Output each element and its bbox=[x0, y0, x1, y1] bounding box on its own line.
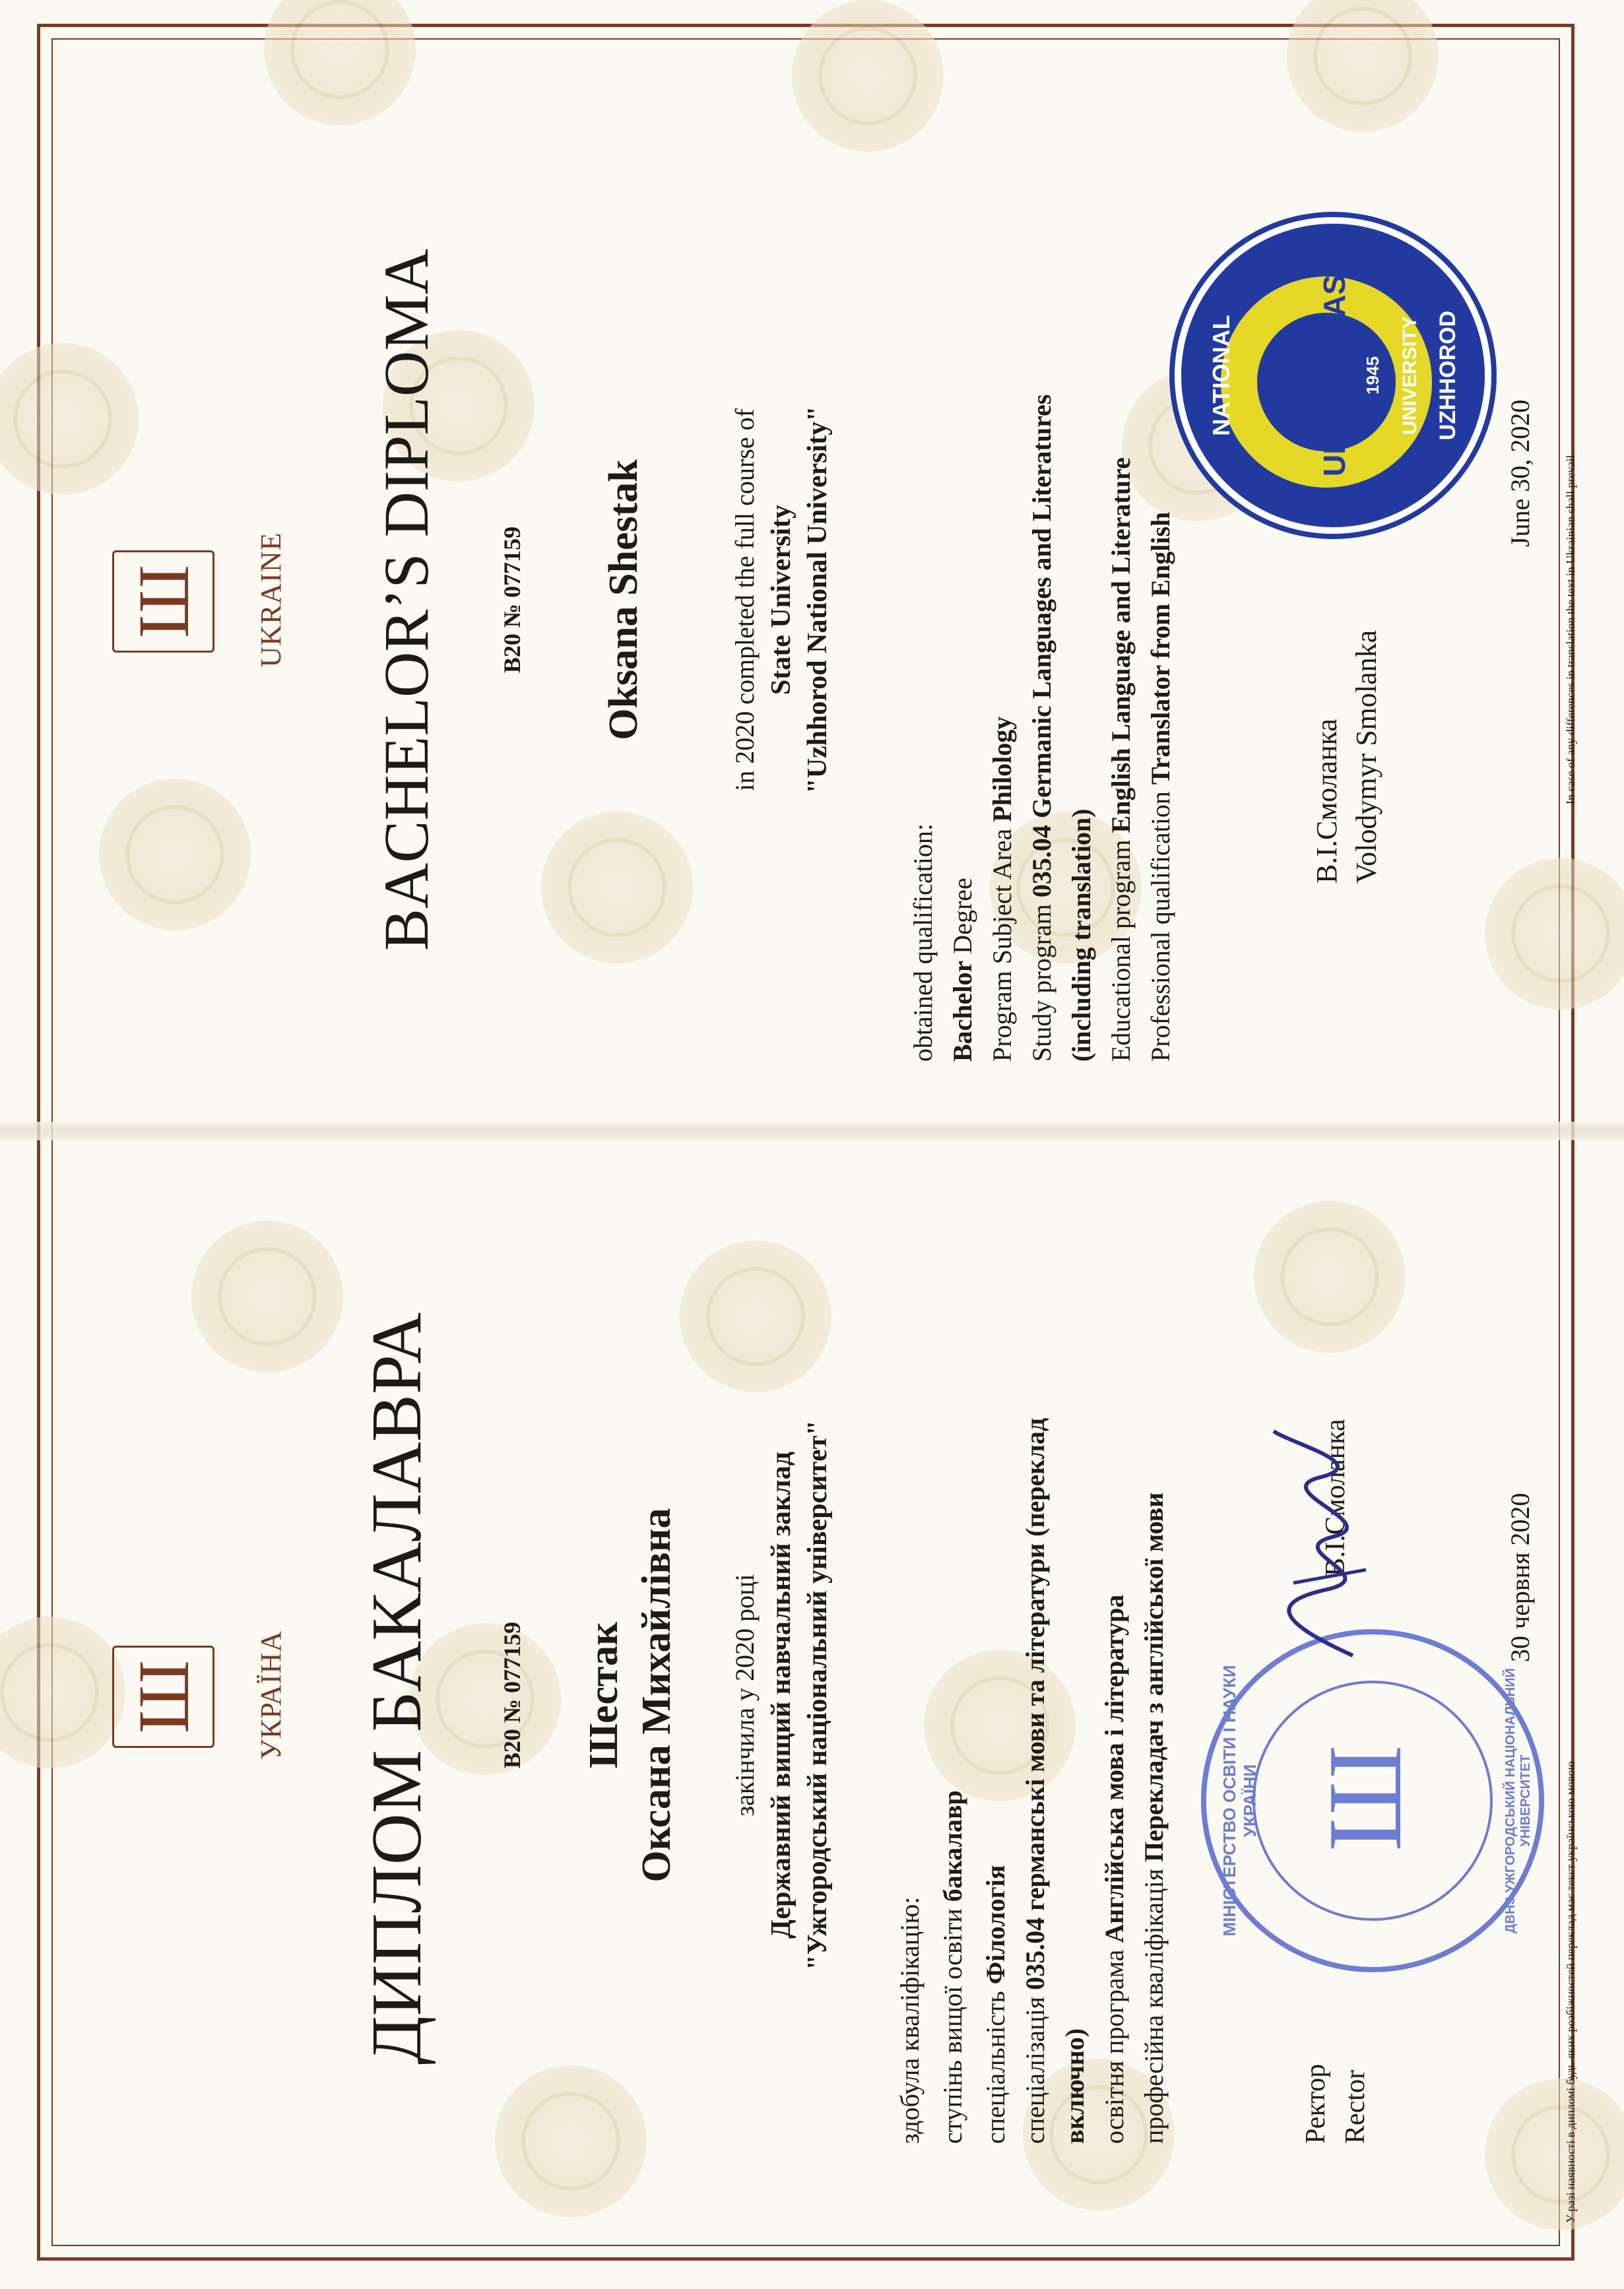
ua-program-row bbox=[1099, 1595, 1130, 2144]
university-seal-icon bbox=[1175, 217, 1491, 534]
signature-icon bbox=[1254, 1425, 1373, 1662]
seal-bottom: UZHHOROD bbox=[1435, 310, 1460, 441]
ua-surname: Шестак bbox=[581, 1622, 626, 1768]
ua-institution-1: Державний вищий навчальний заклад bbox=[766, 1452, 796, 1939]
ua-footnote: У разі наявності в дипломі будь-яких розбіжностей переклад має текст українською мовою bbox=[1564, 1761, 1577, 2223]
ua-specialty-row bbox=[980, 1865, 1011, 2144]
ua-specialization-row bbox=[1020, 1418, 1051, 2144]
ua-specialization-label: спеціалізація bbox=[1020, 1996, 1050, 2144]
en-footnote: In case of any differences in translation the text in Ukrainian shall prevail bbox=[1564, 455, 1577, 804]
ua-number: B20 № 077159 bbox=[499, 1621, 525, 1769]
en-area-value: Philology bbox=[987, 716, 1017, 822]
en-area-label: Program Subject Area bbox=[987, 828, 1017, 1062]
seal-year: 1945 bbox=[1363, 356, 1382, 395]
official-stamp-icon bbox=[1201, 1629, 1544, 1972]
en-prof-row bbox=[1145, 512, 1176, 1062]
en-date: June 30, 2020 bbox=[1505, 399, 1535, 547]
ua-specialty-label: спеціальність bbox=[981, 1991, 1010, 2144]
en-area-row bbox=[987, 717, 1018, 1062]
trident-coat-of-arms-icon: Ш bbox=[112, 1646, 214, 1748]
en-prof-label: Professional qualification bbox=[1146, 791, 1175, 1062]
ua-degree-row bbox=[937, 1790, 968, 2144]
en-edu-row bbox=[1105, 457, 1136, 1062]
ua-obtained: здобула кваліфікацію: bbox=[895, 1896, 925, 2144]
ua-rector-1: Ректор bbox=[1301, 2063, 1331, 2144]
en-degree-row bbox=[947, 878, 978, 1062]
ua-country: УКРАЇНА bbox=[255, 1630, 287, 1760]
en-country: UKRAINE bbox=[255, 532, 287, 668]
en-obtained: obtained qualification: bbox=[908, 823, 938, 1062]
ua-title: ДИПЛОМ БАКАЛАВРА bbox=[358, 1312, 436, 2065]
seal-top: NATIONAL bbox=[1208, 315, 1235, 436]
en-degree-label: Degree bbox=[948, 878, 977, 954]
ua-specialty-value: Філологія bbox=[981, 1865, 1010, 1985]
ua-rector-2: Rector bbox=[1340, 2070, 1371, 2144]
en-number: B20 № 077159 bbox=[499, 526, 525, 674]
en-signer-en: Volodymyr Smolanka bbox=[1350, 629, 1382, 884]
en-institution-1: State University bbox=[766, 504, 796, 695]
en-study-value-1: 035.04 Germanic Languages and Literatures bbox=[1027, 394, 1056, 898]
seal-middle: UNIVERSITAS bbox=[1317, 274, 1351, 476]
en-institution-2: "Uzhhorod National University" bbox=[802, 406, 833, 794]
ua-completed: закінчила у 2020 році bbox=[730, 1574, 760, 1817]
ua-specialization-value-2: включно) bbox=[1060, 2028, 1089, 2144]
ua-degree-label: ступінь вищої освіти bbox=[938, 1908, 967, 2144]
en-completed: in 2020 completed the full course of bbox=[730, 408, 760, 791]
en-prof-value: Translator from English bbox=[1146, 511, 1175, 785]
en-name: Oksana Shestak bbox=[601, 459, 646, 740]
trident-coat-of-arms-icon: Ш bbox=[112, 550, 214, 653]
ua-program-label: освітня програма bbox=[1099, 1949, 1129, 2144]
en-study-row bbox=[1026, 395, 1057, 1062]
en-study-value-2: (including translation) bbox=[1066, 808, 1096, 1062]
ua-qualification-value: Перекладач з англійської мови bbox=[1139, 1492, 1169, 1862]
en-study-label: Study program bbox=[1027, 904, 1056, 1062]
stamp-trident-icon: Ш bbox=[1306, 1745, 1423, 1852]
ua-institution-2: "Ужгородський національний університет" bbox=[802, 1420, 833, 1970]
ua-qualification-row bbox=[1138, 1493, 1169, 2144]
en-degree-value: Bachelor bbox=[948, 960, 977, 1062]
ua-qualification-label: професійна кваліфікація bbox=[1139, 1868, 1169, 2144]
ua-degree-value: бакалавр bbox=[938, 1790, 967, 1902]
en-edu-label: Educational program bbox=[1106, 839, 1136, 1062]
ua-specialization-value-1: 035.04 германські мови та літератури (переклад bbox=[1020, 1417, 1050, 1990]
ua-date: 30 червня 2020 bbox=[1505, 1493, 1535, 1662]
ua-name: Оксана Михайлівна bbox=[634, 1508, 679, 1883]
stamp-inner-text: ДВНЗ УЖГОРОДСЬКИЙ НАЦІОНАЛЬНИЙ УНІВЕРСИТЕТ bbox=[1503, 1668, 1533, 1933]
en-title: BACHELOR’S DIPLOMA bbox=[371, 248, 441, 951]
en-signer-ua: В.І.Смоланка bbox=[1311, 719, 1343, 884]
seal-right: UNIVERSITY bbox=[1399, 315, 1421, 435]
ua-signer: В.І.Смоланка bbox=[1320, 1419, 1351, 1576]
en-edu-value: English Language and Literature bbox=[1106, 457, 1136, 833]
stamp-text: МІНІСТЕРСТВО ОСВІТИ І НАУКИ УКРАЇНИ bbox=[1219, 1665, 1260, 1937]
ua-program-value: Англійська мова і література bbox=[1099, 1594, 1129, 1943]
